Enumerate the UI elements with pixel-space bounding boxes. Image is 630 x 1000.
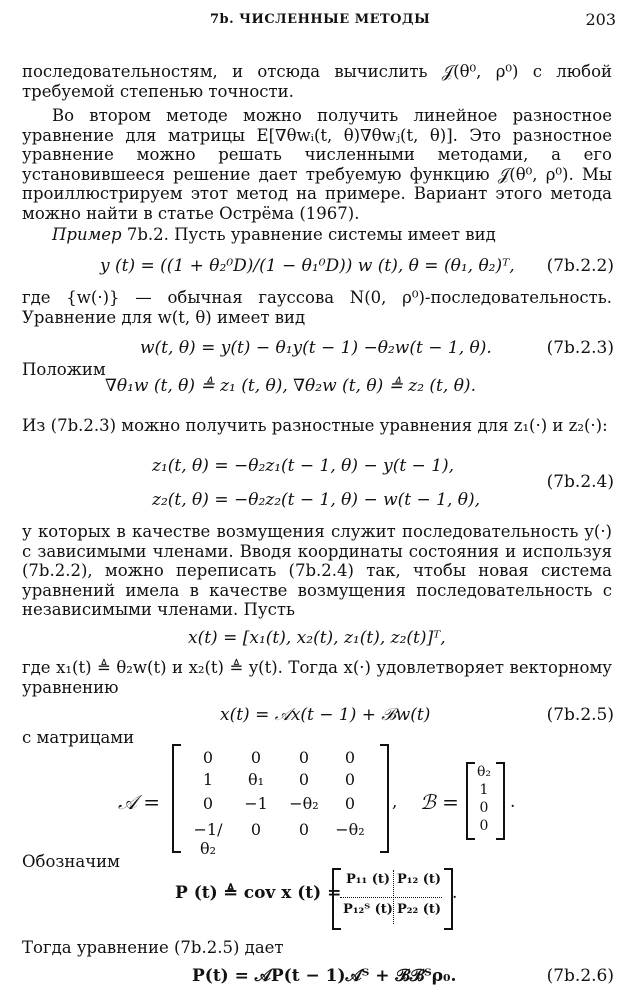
matrix-p-vdivider (393, 870, 394, 924)
matrix-b-cell: θ₂ (476, 764, 492, 780)
matrix-a-cell: 0 (202, 748, 214, 767)
matrix-a-cell: −1 (244, 794, 268, 813)
equation-7b-2-3: w(t, θ) = y(t) − θ₁y(t − 1) −θ₂w(t − 1, θ). (140, 338, 492, 358)
paragraph-3: где {w(·)} — обычная гауссова N(0, ρ⁰)-последовательность. Уравнение для w(t, θ) имеет вид (22, 288, 612, 327)
matrix-a-right-bracket (380, 744, 389, 853)
gradient-definitions: ∇θ₁w (t, θ) ≜ z₁ (t, θ), ∇θ₂w (t, θ) ≜ z₂ (t, θ). (105, 376, 476, 396)
equation-7b-2-2: y (t) = ((1 + θ₂⁰D)/(1 − θ₁⁰D)) w (t), θ = (θ₁, θ₂)ᵀ, (100, 256, 515, 276)
matrix-b-cell: 1 (479, 782, 489, 798)
polozhim-text: Положим (22, 360, 106, 379)
matrix-a-cell: 0 (202, 794, 214, 813)
matrix-p-22: P₂₂ (t) (397, 902, 441, 917)
matrix-a-label: 𝒜 = (118, 790, 161, 814)
matrix-p-21: P₁₂ᵀ (t) (343, 902, 393, 917)
page-number: 203 (585, 10, 616, 29)
paragraph-4: Из (7b.2.3) можно получить разностные уравнения для z₁(·) и z₂(·): (22, 416, 608, 435)
matrix-p-hdivider (340, 897, 442, 898)
with-matrices-text: с матрицами (22, 728, 135, 747)
matrix-p-11: P₁₁ (t) (346, 872, 390, 887)
matrix-a-cell: −θ₂ (335, 820, 365, 839)
matrix-a-cell: 0 (344, 794, 356, 813)
matrix-a-cell: −1/θ₂ (193, 820, 223, 858)
matrix-p-left-bracket (332, 868, 341, 930)
paragraph-1: последовательностям, и отсюда вычислить 𝒥(θ⁰, ρ⁰) с любой требуемой степенью точности. (22, 62, 612, 101)
matrix-b-label: ℬ = (420, 790, 459, 814)
equation-tag-7b-2-2: (7b.2.2) (546, 256, 614, 276)
equation-7b-2-4b: z₂(t, θ) = −θ₂z₂(t − 1, θ) − w(t − 1, θ), (152, 490, 481, 510)
matrix-b-cell: 0 (479, 818, 489, 834)
matrix-a-left-bracket (172, 744, 181, 853)
equation-7b-2-4a: z₁(t, θ) = −θ₂z₁(t − 1, θ) − y(t − 1), (152, 456, 455, 476)
matrix-a-cell: 0 (344, 770, 356, 789)
matrix-b-cell: 0 (479, 800, 489, 816)
matrix-a-cell: 0 (250, 820, 262, 839)
matrix-a-cell: −θ₂ (289, 794, 319, 813)
example-text: 7b.2. Пусть уравнение системы имеет вид (121, 225, 496, 244)
paragraph-7: Тогда уравнение (7b.2.5) дает (22, 938, 284, 957)
paragraph-5: у которых в качестве возмущения служит последовательность y(·) с зависимыми членами. Вводя координаты состояния и используя (7b.2.2), можно переписать (7b.2.4) так, чтобы новая система уравнений имела в качестве возмущения последовательность с независимыми членами. Пусть (22, 522, 612, 620)
matrix-a-cell: 0 (344, 748, 356, 767)
p-def-text: P (t) ≜ cov x (t) = (175, 883, 342, 903)
period-separator-p: . (452, 883, 458, 903)
equation-tag-7b-2-6: (7b.2.6) (546, 966, 614, 986)
matrix-a-cell: 0 (298, 770, 310, 789)
paragraph-2: Во втором методе можно получить линейное разностное уравнение для матрицы E[∇θwᵢ(t, θ)∇θwⱼ(t, θ)]. Это разностное уравнение можно решать численными методами, а его установившееся решение дает требуемую функцию 𝒥(θ⁰, ρ⁰). Мы проиллюстрируем этот метод на примере. Вариант этого метода можно найти в статье Острёма (1967). (22, 106, 612, 223)
matrix-a-cell: 0 (298, 748, 310, 767)
matrix-a-cell: 0 (250, 748, 262, 767)
equation-tag-7b-2-4: (7b.2.4) (546, 472, 614, 492)
matrix-p-12: P₁₂ (t) (397, 872, 441, 887)
equation-tag-7b-2-5: (7b.2.5) (546, 705, 614, 725)
p-definition-lhs (175, 883, 341, 903)
matrix-a-cell: 0 (298, 820, 310, 839)
example-label: Пример (52, 225, 122, 244)
example-paragraph (22, 225, 612, 245)
running-header (0, 8, 630, 34)
oboznachim-text: Обозначим (22, 852, 120, 871)
equation-7b-2-6: P(t) = 𝒜P(t − 1)𝒜ᵀ + ℬℬᵀρ₀. (192, 966, 457, 986)
matrix-a-cell: 1 (202, 770, 214, 789)
paragraph-6: где x₁(t) ≜ θ₂w(t) и x₂(t) ≜ y(t). Тогда x(·) удовлетворяет векторному уравнению (22, 658, 612, 697)
period-separator: . (510, 792, 516, 812)
equation-x-vector: x(t) = [x₁(t), x₂(t), z₁(t), z₂(t)]ᵀ, (188, 628, 446, 648)
comma-separator: , (392, 792, 398, 812)
equation-tag-7b-2-3: (7b.2.3) (546, 338, 614, 358)
equation-7b-2-5: x(t) = 𝒜x(t − 1) + ℬw(t) (220, 705, 431, 725)
chapter-title: 7b. ЧИСЛЕННЫЕ МЕТОДЫ (210, 12, 431, 27)
matrix-a-cell: θ₁ (247, 770, 265, 789)
